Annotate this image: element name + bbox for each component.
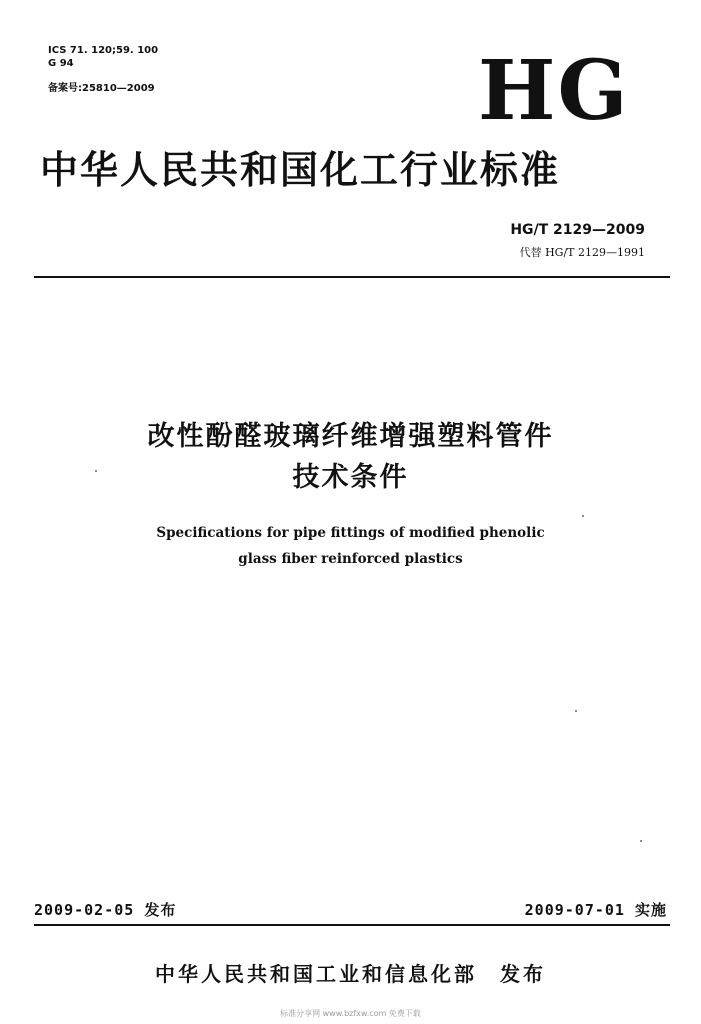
scan-speck bbox=[640, 840, 642, 842]
hg-logo: HG bbox=[478, 43, 630, 139]
replaces-standard: 代替 HG/T 2129—1991 bbox=[519, 246, 645, 259]
scan-speck bbox=[95, 470, 97, 472]
watermark-footer[interactable]: 标准分享网 www.bzfxw.com 免费下载 bbox=[280, 1009, 421, 1018]
registration-number: 备案号:25810—2009 bbox=[48, 83, 155, 94]
document-title-cn-line2: 技术条件 bbox=[292, 462, 409, 493]
classification-code: G 94 bbox=[48, 58, 74, 69]
top-divider bbox=[34, 276, 670, 278]
scan-speck bbox=[582, 515, 584, 517]
implementation-date: 2009-07-01 实施 bbox=[524, 901, 667, 919]
scan-speck bbox=[575, 710, 577, 712]
document-title-cn-line1: 改性酚醛玻璃纤维增强塑料管件 bbox=[147, 421, 554, 452]
ics-code: ICS 71. 120;59. 100 bbox=[48, 45, 159, 56]
document-title-en-line1: Specifications for pipe fittings of modified phenolic bbox=[156, 525, 545, 541]
issue-date: 2009-02-05 发布 bbox=[34, 901, 177, 919]
publisher: 中华人民共和国工业和信息化部 发布 bbox=[155, 962, 546, 986]
document-title-en-line2: glass fiber reinforced plastics bbox=[238, 551, 463, 567]
standard-number: HG/T 2129—2009 bbox=[510, 222, 645, 238]
standard-title: 中华人民共和国化工行业标准 bbox=[40, 147, 561, 192]
bottom-divider bbox=[34, 924, 670, 926]
